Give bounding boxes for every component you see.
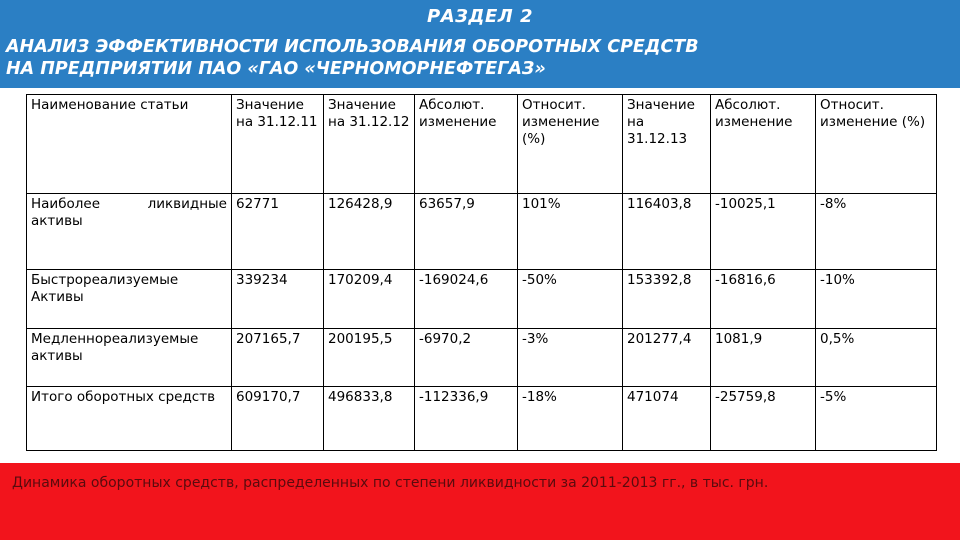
header-cell: Значение на 31.12.11 <box>232 95 324 194</box>
row-name-cell: Итого оборотных средств <box>27 387 232 451</box>
header-cell: Абсолют. изменение <box>415 95 518 194</box>
caption-banner <box>0 463 960 540</box>
table-row <box>27 270 937 329</box>
table-caption: Динамика оборотных средств, распределенных по степени ликвидности за 2011-2013 гг., в тыс. грн. <box>12 475 769 491</box>
section-title: РАЗДЕЛ 2 <box>427 6 533 27</box>
subtitle-line-1: АНАЛИЗ ЭФФЕКТИВНОСТИ ИСПОЛЬЗОВАНИЯ ОБОРОТНЫХ СРЕДСТВ <box>6 37 699 57</box>
table-cell: 471074 <box>623 387 711 451</box>
table-cell: 101% <box>518 194 623 270</box>
row-name-word: ликвидные <box>147 196 227 212</box>
header-cell: Относит. изменение (%) <box>816 95 937 194</box>
table-header-row <box>27 95 937 194</box>
header-cell: Значение на 31.12.13 <box>623 95 711 194</box>
table-cell: -169024,6 <box>415 270 518 329</box>
table-cell: 153392,8 <box>623 270 711 329</box>
table-cell: -6970,2 <box>415 329 518 387</box>
slide-header <box>0 0 960 88</box>
table-cell: 126428,9 <box>324 194 415 270</box>
table-row <box>27 329 937 387</box>
table-cell: -50% <box>518 270 623 329</box>
table-cell: -5% <box>816 387 937 451</box>
table-cell: -25759,8 <box>711 387 816 451</box>
table-cell: 116403,8 <box>623 194 711 270</box>
table-cell: 63657,9 <box>415 194 518 270</box>
table-row <box>27 387 937 451</box>
header-cell: Относит. изменение (%) <box>518 95 623 194</box>
table-cell: -112336,9 <box>415 387 518 451</box>
subtitle-line-2: НА ПРЕДПРИЯТИИ ПАО «ГАО «ЧЕРНОМОРНЕФТЕГАЗ» <box>6 59 546 79</box>
table-cell: 496833,8 <box>324 387 415 451</box>
table-cell: 609170,7 <box>232 387 324 451</box>
row-name-cell: Медленнореализуемые активы <box>27 329 232 387</box>
table-cell: 170209,4 <box>324 270 415 329</box>
table-cell: -3% <box>518 329 623 387</box>
table-cell: 201277,4 <box>623 329 711 387</box>
liquidity-table <box>26 94 937 451</box>
table-cell: 1081,9 <box>711 329 816 387</box>
row-name-cell: Быстрореализуемые Активы <box>27 270 232 329</box>
header-cell: Наименование статьи <box>27 95 232 194</box>
table-cell: 200195,5 <box>324 329 415 387</box>
table-cell: 339234 <box>232 270 324 329</box>
header-cell: Абсолют. изменение <box>711 95 816 194</box>
header-cell: Значение на 31.12.12 <box>324 95 415 194</box>
row-name-line <box>31 196 227 213</box>
table-cell: -16816,6 <box>711 270 816 329</box>
table-cell: 207165,7 <box>232 329 324 387</box>
row-name-cell <box>27 194 232 270</box>
table-cell: 62771 <box>232 194 324 270</box>
row-name-word: Наиболее <box>31 196 101 212</box>
table-cell: -10% <box>816 270 937 329</box>
row-name-line: активы <box>31 213 83 229</box>
liquidity-table-container <box>26 94 936 451</box>
table-row <box>27 194 937 270</box>
slide-subtitle <box>6 36 956 80</box>
table-cell: -18% <box>518 387 623 451</box>
table-cell: 0,5% <box>816 329 937 387</box>
table-cell: -10025,1 <box>711 194 816 270</box>
table-cell: -8% <box>816 194 937 270</box>
